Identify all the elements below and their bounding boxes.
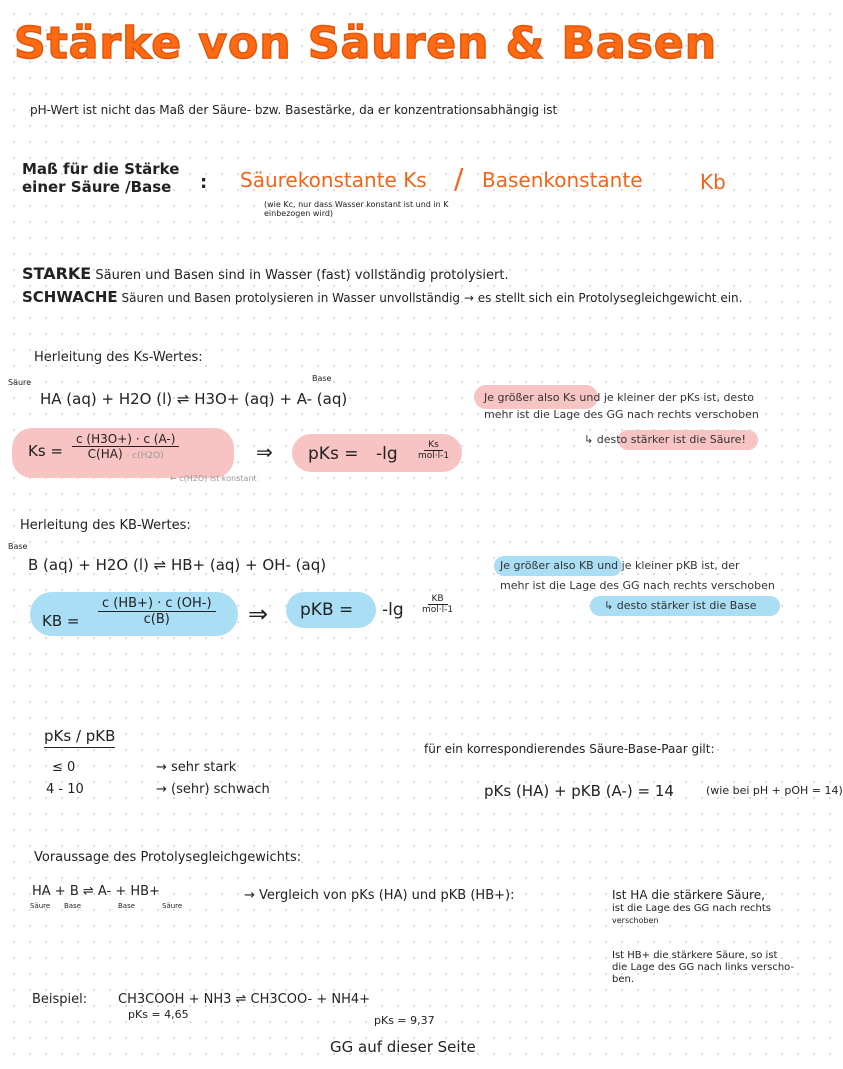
kb-fraction bbox=[98, 596, 216, 627]
scale-row1-value: ≤ 0 bbox=[52, 760, 76, 775]
example-pks-right: pKs = 9,37 bbox=[374, 1014, 435, 1027]
strong-text: Säuren und Basen sind in Wasser (fast) vollständig protolysiert. bbox=[95, 268, 509, 283]
pkb-den: mol·l-1 bbox=[422, 605, 454, 615]
case1-line1: Ist HA die stärkere Säure, bbox=[612, 888, 765, 902]
case1-line2: ist die Lage des GG nach rechts bbox=[612, 903, 771, 914]
scale-row2-value: 4 - 10 bbox=[46, 782, 84, 797]
kb-note-line1: Je größer also KB und je kleiner pKB ist, der bbox=[500, 559, 740, 572]
example-conclusion: GG auf dieser Seite bbox=[330, 1038, 476, 1056]
strong-line bbox=[22, 264, 509, 283]
sub-acid2: Säure bbox=[162, 902, 183, 910]
weak-text: Säuren und Basen protolysieren in Wasser unvollständig → es stellt sich ein Protolysegleichgewicht ein. bbox=[121, 291, 743, 305]
prediction-compare: → Vergleich von pKs (HA) und pKB (HB+): bbox=[244, 888, 515, 903]
prediction-heading: Voraussage des Protolysegleichgewichts: bbox=[34, 850, 302, 865]
kb-numerator: c (HB+) · c (OH-) bbox=[98, 596, 216, 612]
kb-heading: Herleitung des KB-Wertes: bbox=[20, 518, 191, 533]
pks-rhs: -lg bbox=[376, 444, 398, 464]
ks-denominator bbox=[84, 447, 168, 461]
sub-base2: Base bbox=[118, 902, 136, 910]
ks-note: (wie Kc, nur dass Wasser konstant ist und in K einbezogen wird) bbox=[264, 200, 449, 218]
case2 bbox=[612, 950, 794, 986]
case1-line3: verschoben bbox=[612, 916, 659, 925]
ks-lhs: Ks = bbox=[28, 442, 63, 460]
mass-label bbox=[22, 160, 179, 196]
kb-note-line2: mehr ist die Lage des GG nach rechts verschoben bbox=[500, 579, 775, 592]
pkb-rhs: -lg bbox=[382, 600, 404, 620]
case2-line2: die Lage des GG nach links verscho- bbox=[612, 962, 795, 973]
water-note: ← c(H2O) ist konstant bbox=[170, 474, 257, 483]
scale-heading: pKs / pKB bbox=[44, 727, 115, 748]
ks-denominator-extra: · c(H2O) bbox=[126, 451, 164, 461]
kb-equation: B (aq) + H2O (l) ⇌ HB+ (aq) + OH- (aq) bbox=[28, 556, 327, 574]
case1 bbox=[612, 888, 771, 925]
kb-implies: ⇒ bbox=[248, 600, 269, 628]
ks-note-line2: mehr ist die Lage des GG nach rechts verschoben bbox=[484, 408, 759, 421]
strong-word: STARKE bbox=[22, 264, 92, 283]
weak-word: SCHWACHE bbox=[22, 288, 118, 306]
scale-row1-label: → sehr stark bbox=[156, 760, 237, 775]
kb-title: Basenkonstante bbox=[482, 168, 643, 192]
scale-row2-label: → (sehr) schwach bbox=[156, 782, 270, 797]
sub-acid1: Säure bbox=[30, 902, 51, 910]
sub-base1: Base bbox=[64, 902, 82, 910]
mass-label-line2: einer Säure /Base bbox=[22, 178, 172, 196]
example-label: Beispiel: bbox=[32, 992, 88, 1007]
pkb-fraction bbox=[418, 594, 457, 615]
pair-formula: pKs (HA) + pKB (A-) = 14 bbox=[484, 782, 674, 800]
kb-denominator: c(B) bbox=[143, 612, 170, 627]
case2-line3: ben. bbox=[612, 974, 635, 985]
pks-lhs: pKs = bbox=[308, 444, 359, 464]
pair-intro: für ein korrespondierendes Säure-Base-Paar gilt: bbox=[424, 742, 715, 756]
pks-num: Ks bbox=[424, 440, 443, 451]
page-title: Stärke von Säuren & Basen bbox=[14, 18, 718, 69]
ks-implies: ⇒ bbox=[256, 440, 273, 464]
kb-note-line3: ↳ desto stärker ist die Base bbox=[604, 599, 757, 612]
pair-note: (wie bei pH + pOH = 14) bbox=[706, 784, 843, 797]
case2-line1: Ist HB+ die stärkere Säure, so ist bbox=[612, 950, 778, 961]
base-label-top: Base bbox=[312, 374, 332, 383]
ks-heading: Herleitung des Ks-Wertes: bbox=[34, 350, 203, 365]
ks-fraction bbox=[72, 432, 179, 461]
pks-fraction bbox=[414, 440, 453, 461]
intro-text: pH-Wert ist nicht das Maß der Säure- bzw. Basestärke, da er konzentrationsabhängig ist bbox=[30, 103, 558, 117]
example-equation: CH3COOH + NH3 ⇌ CH3COO- + NH4+ bbox=[118, 992, 371, 1007]
acid-label: Säure bbox=[8, 378, 32, 387]
kb-symbol: Kb bbox=[700, 170, 726, 194]
prediction-equation: HA + B ⇌ A- + HB+ bbox=[32, 884, 160, 899]
ks-equation: HA (aq) + H2O (l) ⇌ H3O+ (aq) + A- (aq) bbox=[40, 390, 348, 408]
ks-numerator: c (H3O+) · c (A-) bbox=[72, 432, 179, 447]
weak-line bbox=[22, 288, 742, 306]
pkb-lhs: pKB = bbox=[300, 600, 354, 620]
mass-label-line1: Maß für die Stärke bbox=[22, 160, 180, 178]
ks-denominator-text: C(HA) bbox=[87, 447, 123, 461]
example-pks-left: pKs = 4,65 bbox=[128, 1008, 189, 1021]
pkb-num: KB bbox=[428, 594, 448, 605]
ks-note-line3: ↳ desto stärker ist die Säure! bbox=[584, 433, 746, 446]
slash: / bbox=[454, 162, 464, 195]
ks-note-line1: Je größer also Ks und je kleiner der pKs ist, desto bbox=[484, 391, 754, 404]
kb-lhs: KB = bbox=[42, 612, 80, 630]
kb-base-label: Base bbox=[8, 542, 28, 551]
ks-title: Säurekonstante Ks bbox=[240, 168, 427, 192]
mass-colon: : bbox=[200, 172, 208, 193]
pks-den: mol·l-1 bbox=[418, 451, 450, 461]
